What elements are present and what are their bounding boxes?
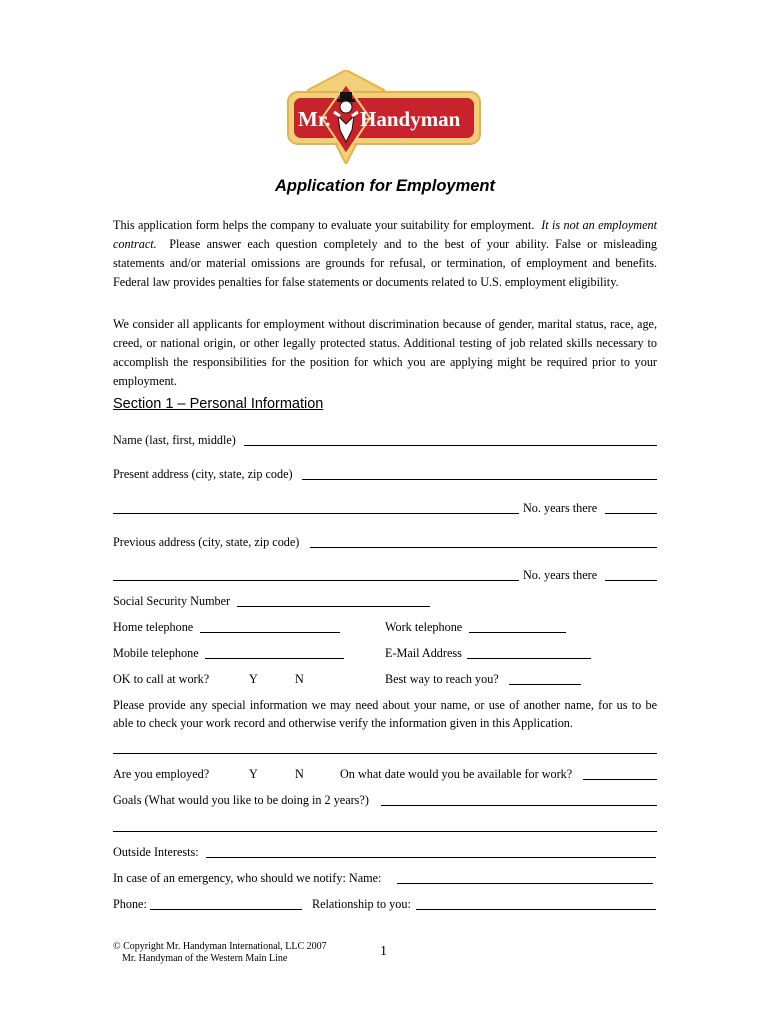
franchise-text: Mr. Handyman of the Western Main Line: [122, 953, 288, 964]
relationship-field[interactable]: [416, 909, 656, 910]
present-years-label: No. years there: [523, 501, 598, 515]
previous-address-line-2-field[interactable]: [113, 580, 519, 581]
ssn-field[interactable]: [237, 606, 430, 607]
intro-text-a: This application form helps the company to evaluate your suitability for employment.: [113, 218, 535, 232]
home-phone-label: Home telephone: [113, 620, 194, 634]
present-address-field[interactable]: [302, 479, 657, 480]
best-way-field[interactable]: [509, 684, 581, 685]
goals-line-2-field[interactable]: [113, 831, 657, 832]
logo-graphic: [286, 70, 482, 164]
work-phone-field[interactable]: [469, 632, 566, 633]
previous-address-label: Previous address (city, state, zip code): [113, 535, 300, 549]
email-label: E-Mail Address: [385, 646, 462, 660]
ssn-label: Social Security Number: [113, 594, 231, 608]
interests-label: Outside Interests:: [113, 845, 199, 859]
relationship-label: Relationship to you:: [312, 897, 411, 911]
present-years-field[interactable]: [605, 513, 657, 514]
special-info-text: Please provide any special information we may need about your name, or use of another name, for us to be able to check your work record and otherwise verify the information given in this Application.: [113, 698, 657, 730]
present-address-line-2-field[interactable]: [113, 513, 519, 514]
ok-call-no-option[interactable]: N: [295, 672, 304, 686]
copyright-text: © Copyright Mr. Handyman International, LLC 2007: [113, 941, 327, 952]
special-info-field[interactable]: [113, 753, 657, 754]
mobile-phone-field[interactable]: [205, 658, 344, 659]
logo-text-handyman: Handyman: [360, 107, 461, 131]
intro-text-b: Please answer each question completely and to the best of your ability. False or misleading statements and/or material omissions are grounds for refusal, or termination, of employment and benefits. Federal law provides penalties for false statements or documents related to U.S. employment eligibility.: [113, 237, 658, 289]
email-field[interactable]: [467, 658, 591, 659]
available-date-label: On what date would you be available for work?: [340, 767, 573, 781]
emergency-phone-label: Phone:: [113, 897, 147, 911]
mr-handyman-logo: [286, 70, 482, 164]
page-title: Application for Employment: [274, 177, 495, 195]
intro-text-2: We consider all applicants for employment without discrimination because of gender, marital status, race, age, creed, or national origin, or other legally protected status. Additional testing of job related skills necessary to accomplish the responsibilities for the position for which you are applying might be required prior to your employment.: [113, 317, 657, 388]
employed-yes-option[interactable]: Y: [249, 767, 258, 781]
intro-text-italic: It is not an employment contract.: [113, 218, 657, 251]
intro-paragraph-1: [113, 216, 657, 292]
employed-no-option[interactable]: N: [295, 767, 304, 781]
emergency-phone-field[interactable]: [150, 909, 302, 910]
ok-call-label: OK to call at work?: [113, 672, 210, 686]
intro-paragraph-2: [113, 315, 657, 391]
page-number: 1: [380, 944, 387, 959]
available-date-field[interactable]: [583, 779, 657, 780]
emergency-name-field[interactable]: [397, 883, 653, 884]
mobile-phone-label: Mobile telephone: [113, 646, 199, 660]
name-field[interactable]: [244, 445, 657, 446]
ok-call-yes-option[interactable]: Y: [249, 672, 258, 686]
goals-field[interactable]: [381, 805, 657, 806]
best-way-label: Best way to reach you?: [385, 672, 499, 686]
previous-years-field[interactable]: [605, 580, 657, 581]
footer: [113, 941, 327, 965]
emergency-label: In case of an emergency, who should we notify: Name:: [113, 871, 382, 885]
present-address-label: Present address (city, state, zip code): [113, 467, 293, 481]
previous-years-label: No. years there: [523, 568, 598, 582]
home-phone-field[interactable]: [200, 632, 340, 633]
employed-label: Are you employed?: [113, 767, 210, 781]
goals-label: Goals (What would you like to be doing in 2 years?): [113, 793, 369, 807]
section-1-heading: Section 1 – Personal Information: [113, 396, 324, 412]
special-info-paragraph: [113, 696, 657, 732]
logo-text-mr: Mr.: [298, 107, 331, 131]
work-phone-label: Work telephone: [385, 620, 463, 634]
name-label: Name (last, first, middle): [113, 433, 236, 447]
previous-address-field[interactable]: [310, 547, 657, 548]
interests-field[interactable]: [206, 857, 656, 858]
